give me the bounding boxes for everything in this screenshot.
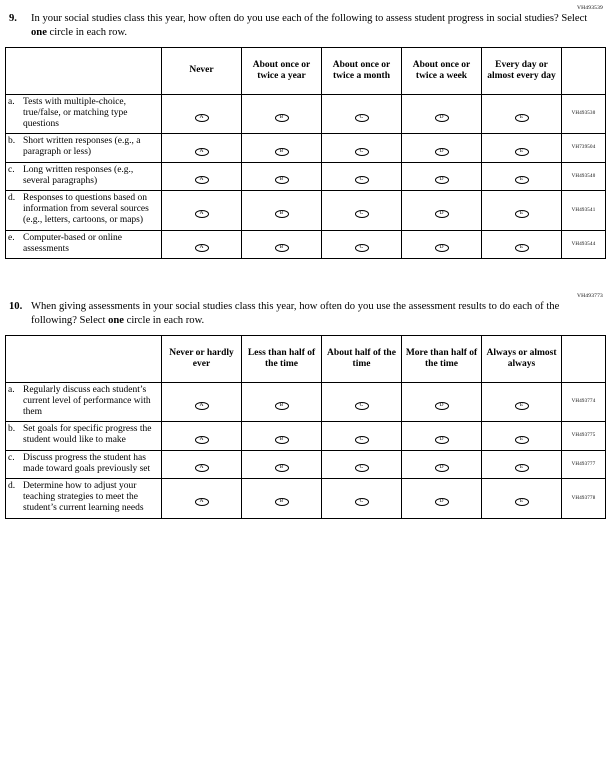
row-label: Regularly discuss each student’s current level of performance with them — [23, 384, 151, 417]
bubble-letter: A — [199, 435, 204, 442]
row-label-cell — [6, 134, 162, 162]
question-10-text-part1: When giving assessments in your social studies class this year, how often do you use the assessment results to do each of the following? Select — [31, 300, 560, 326]
answer-bubble[interactable] — [355, 498, 369, 506]
row-label-cell — [6, 190, 162, 230]
answer-bubble[interactable] — [195, 176, 209, 184]
answer-bubble[interactable] — [515, 114, 529, 122]
bubble-letter: C — [359, 176, 364, 183]
answer-bubble[interactable] — [515, 148, 529, 156]
answer-cell — [242, 230, 322, 258]
row-label-cell — [6, 230, 162, 258]
bubble-letter: B — [279, 244, 284, 251]
answer-cell — [162, 382, 242, 422]
bubble-letter: A — [199, 113, 204, 120]
row-letter: c. — [8, 452, 15, 463]
row-letter: d. — [8, 480, 16, 491]
row-letter: d. — [8, 192, 16, 203]
form-code-q9: VH493539 — [576, 5, 603, 11]
bubble-letter: C — [359, 401, 364, 408]
answer-bubble[interactable] — [275, 402, 289, 410]
bubble-letter: C — [359, 464, 364, 471]
row-label-cell — [6, 422, 162, 450]
answer-cell — [402, 134, 482, 162]
answer-cell — [402, 94, 482, 134]
bubble-letter: D — [439, 244, 444, 251]
answer-cell — [322, 450, 402, 478]
answer-bubble[interactable] — [275, 244, 289, 252]
bubble-letter: B — [279, 147, 284, 154]
question-10-number: 10. — [9, 300, 23, 312]
row-code: VH493774 — [571, 399, 596, 405]
answer-bubble[interactable] — [195, 498, 209, 506]
answer-bubble[interactable] — [355, 464, 369, 472]
answer-bubble[interactable] — [515, 402, 529, 410]
answer-cell — [402, 478, 482, 518]
answer-bubble[interactable] — [435, 402, 449, 410]
answer-cell — [242, 382, 322, 422]
table-row — [6, 478, 606, 518]
row-label-cell — [6, 382, 162, 422]
bubble-letter: E — [519, 498, 524, 505]
answer-cell — [482, 190, 562, 230]
column-header: About once or twice a week — [402, 47, 482, 94]
bubble-letter: B — [279, 113, 284, 120]
row-code: VH739504 — [571, 145, 596, 151]
row-letter: b. — [8, 424, 16, 435]
bubble-letter: D — [439, 113, 444, 120]
row-code: VH493540 — [571, 173, 596, 179]
header-row — [6, 335, 606, 382]
row-label: Computer-based or online assessments — [23, 232, 123, 254]
answer-cell — [482, 134, 562, 162]
answer-cell — [322, 478, 402, 518]
bubble-letter: B — [279, 210, 284, 217]
answer-bubble[interactable] — [275, 176, 289, 184]
bubble-letter: D — [439, 464, 444, 471]
question-10-text — [31, 300, 601, 328]
row-code-cell — [562, 94, 606, 134]
bubble-letter: B — [279, 176, 284, 183]
row-label: Set goals for specific progress the student would like to make — [23, 424, 152, 446]
column-header: Never or hardly ever — [162, 335, 242, 382]
bubble-letter: D — [439, 147, 444, 154]
bubble-letter: C — [359, 210, 364, 217]
answer-cell — [162, 94, 242, 134]
row-code-cell — [562, 382, 606, 422]
row-code: VH493775 — [571, 433, 596, 439]
answer-bubble[interactable] — [355, 402, 369, 410]
answer-cell — [482, 230, 562, 258]
form-code-q10: VH493773 — [576, 292, 603, 299]
answer-cell — [162, 478, 242, 518]
answer-bubble[interactable] — [435, 244, 449, 252]
answer-cell — [482, 382, 562, 422]
table-row — [6, 94, 606, 134]
column-header: Every day or almost every day — [482, 47, 562, 94]
answer-bubble[interactable] — [355, 114, 369, 122]
column-header: More than half of the time — [402, 335, 482, 382]
question-9-bold-word: one — [31, 26, 47, 38]
answer-cell — [162, 422, 242, 450]
answer-cell — [242, 478, 322, 518]
header-empty-cell — [6, 335, 162, 382]
question-9 — [9, 12, 601, 40]
answer-bubble[interactable] — [515, 498, 529, 506]
answer-bubble[interactable] — [275, 210, 289, 218]
table-row — [6, 190, 606, 230]
column-header: About once or twice a year — [242, 47, 322, 94]
table-row — [6, 422, 606, 450]
column-header: About half of the time — [322, 335, 402, 382]
row-letter: a. — [8, 96, 15, 107]
answer-bubble[interactable] — [275, 114, 289, 122]
table-row — [6, 230, 606, 258]
row-letter: a. — [8, 384, 15, 395]
answer-cell — [162, 162, 242, 190]
answer-bubble[interactable] — [355, 210, 369, 218]
answer-cell — [482, 450, 562, 478]
table-row — [6, 382, 606, 422]
column-header: About once or twice a month — [322, 47, 402, 94]
answer-cell — [242, 450, 322, 478]
answer-bubble[interactable] — [435, 498, 449, 506]
row-label-cell — [6, 450, 162, 478]
answer-bubble[interactable] — [435, 464, 449, 472]
answer-cell — [242, 94, 322, 134]
row-letter: c. — [8, 164, 15, 175]
bubble-letter: D — [439, 401, 444, 408]
answer-bubble[interactable] — [195, 464, 209, 472]
answer-cell — [242, 134, 322, 162]
answer-bubble[interactable] — [435, 176, 449, 184]
bubble-letter: D — [439, 435, 444, 442]
answer-cell — [402, 230, 482, 258]
answer-bubble[interactable] — [195, 244, 209, 252]
bubble-letter: E — [519, 244, 524, 251]
answer-cell — [482, 422, 562, 450]
answer-cell — [402, 422, 482, 450]
bubble-letter: A — [199, 210, 204, 217]
question-10 — [9, 300, 601, 328]
header-code-cell — [562, 47, 606, 94]
answer-cell — [402, 162, 482, 190]
row-label-cell — [6, 478, 162, 518]
bubble-letter: A — [199, 498, 204, 505]
question-10-text-part2: circle in each row. — [123, 314, 205, 326]
answer-bubble[interactable] — [195, 210, 209, 218]
row-code-cell — [562, 190, 606, 230]
row-label: Discuss progress the student has made toward goals previously set — [23, 452, 151, 474]
bubble-letter: C — [359, 113, 364, 120]
answer-cell — [242, 162, 322, 190]
row-code-cell — [562, 422, 606, 450]
bubble-letter: C — [359, 147, 364, 154]
bubble-letter: B — [279, 498, 284, 505]
question-9-text — [31, 12, 601, 40]
answer-bubble[interactable] — [435, 148, 449, 156]
table-row — [6, 450, 606, 478]
answer-bubble[interactable] — [515, 244, 529, 252]
bubble-letter: D — [439, 210, 444, 217]
question-9-text-part1: In your social studies class this year, how often do you use each of the following to assess student progress in social studies? Select — [31, 13, 588, 24]
question-10-bold-word: one — [108, 314, 124, 326]
bubble-letter: C — [359, 244, 364, 251]
answer-cell — [402, 190, 482, 230]
row-code-cell — [562, 230, 606, 258]
row-code: VH493541 — [571, 207, 596, 213]
row-label: Determine how to adjust your teaching strategies to meet the student’s current learning needs — [23, 480, 144, 514]
answer-cell — [322, 190, 402, 230]
answer-bubble[interactable] — [355, 436, 369, 444]
row-letter: e. — [8, 232, 15, 243]
answer-bubble[interactable] — [515, 210, 529, 218]
answer-cell — [242, 190, 322, 230]
answer-cell — [322, 382, 402, 422]
row-code: VH493778 — [571, 495, 596, 501]
column-header: Less than half of the time — [242, 335, 322, 382]
answer-bubble[interactable] — [275, 464, 289, 472]
answer-bubble[interactable] — [515, 436, 529, 444]
answer-cell — [402, 382, 482, 422]
bubble-letter: C — [359, 498, 364, 505]
table-row — [6, 162, 606, 190]
bubble-letter: A — [199, 176, 204, 183]
row-code: VH493544 — [571, 241, 596, 247]
bubble-letter: A — [199, 401, 204, 408]
bubble-letter: B — [279, 401, 284, 408]
row-label-cell — [6, 162, 162, 190]
answer-cell — [402, 450, 482, 478]
table-row — [6, 134, 606, 162]
header-code-cell — [562, 335, 606, 382]
bubble-letter: A — [199, 244, 204, 251]
answer-bubble[interactable] — [195, 436, 209, 444]
header-row — [6, 47, 606, 94]
question-9-number: 9. — [9, 13, 17, 24]
bubble-letter: A — [199, 464, 204, 471]
row-label: Short written responses (e.g., a paragraph or less) — [23, 136, 141, 158]
question-10-response-table — [5, 335, 606, 519]
row-code-cell — [562, 450, 606, 478]
answer-cell — [322, 94, 402, 134]
answer-cell — [482, 478, 562, 518]
bubble-letter: E — [519, 401, 524, 408]
answer-cell — [322, 134, 402, 162]
answer-bubble[interactable] — [435, 210, 449, 218]
answer-bubble[interactable] — [515, 464, 529, 472]
bubble-letter: E — [519, 464, 524, 471]
answer-bubble[interactable] — [435, 436, 449, 444]
bubble-letter: E — [519, 113, 524, 120]
answer-bubble[interactable] — [275, 436, 289, 444]
answer-cell — [482, 94, 562, 134]
question-9-response-table — [5, 47, 606, 259]
answer-bubble[interactable] — [435, 114, 449, 122]
answer-bubble[interactable] — [275, 148, 289, 156]
answer-cell — [162, 230, 242, 258]
row-code-cell — [562, 162, 606, 190]
answer-cell — [242, 422, 322, 450]
row-code-cell — [562, 478, 606, 518]
question-9-text-part2: circle in each row. — [46, 26, 128, 38]
answer-bubble[interactable] — [355, 176, 369, 184]
bubble-letter: A — [199, 147, 204, 154]
row-code: VH493777 — [571, 461, 596, 467]
bubble-letter: E — [519, 210, 524, 217]
row-label-cell — [6, 94, 162, 134]
answer-bubble[interactable] — [355, 148, 369, 156]
row-label: Tests with multiple-choice, true/false, or matching type questions — [23, 96, 128, 129]
answer-cell — [162, 190, 242, 230]
row-letter: b. — [8, 136, 16, 147]
answer-bubble[interactable] — [195, 402, 209, 410]
answer-cell — [482, 162, 562, 190]
bubble-letter: B — [279, 464, 284, 471]
answer-cell — [162, 134, 242, 162]
answer-bubble[interactable] — [515, 176, 529, 184]
bubble-letter: D — [439, 498, 444, 505]
bubble-letter: C — [359, 435, 364, 442]
answer-cell — [322, 230, 402, 258]
answer-bubble[interactable] — [195, 148, 209, 156]
column-header: Always or almost always — [482, 335, 562, 382]
bubble-letter: B — [279, 435, 284, 442]
bubble-letter: E — [519, 147, 524, 154]
bubble-letter: D — [439, 176, 444, 183]
header-empty-cell — [6, 47, 162, 94]
column-header: Never — [162, 47, 242, 94]
answer-cell — [322, 162, 402, 190]
answer-bubble[interactable] — [275, 498, 289, 506]
bubble-letter: E — [519, 435, 524, 442]
row-code-cell — [562, 134, 606, 162]
answer-cell — [322, 422, 402, 450]
row-code: VH493530 — [571, 111, 596, 117]
answer-cell — [162, 450, 242, 478]
row-label: Long written responses (e.g., several paragraphs) — [23, 164, 134, 186]
row-label: Responses to questions based on information from several sources (e.g., letters, cartoons, or maps) — [23, 192, 149, 226]
bubble-letter: E — [519, 176, 524, 183]
answer-bubble[interactable] — [195, 114, 209, 122]
answer-bubble[interactable] — [355, 244, 369, 252]
